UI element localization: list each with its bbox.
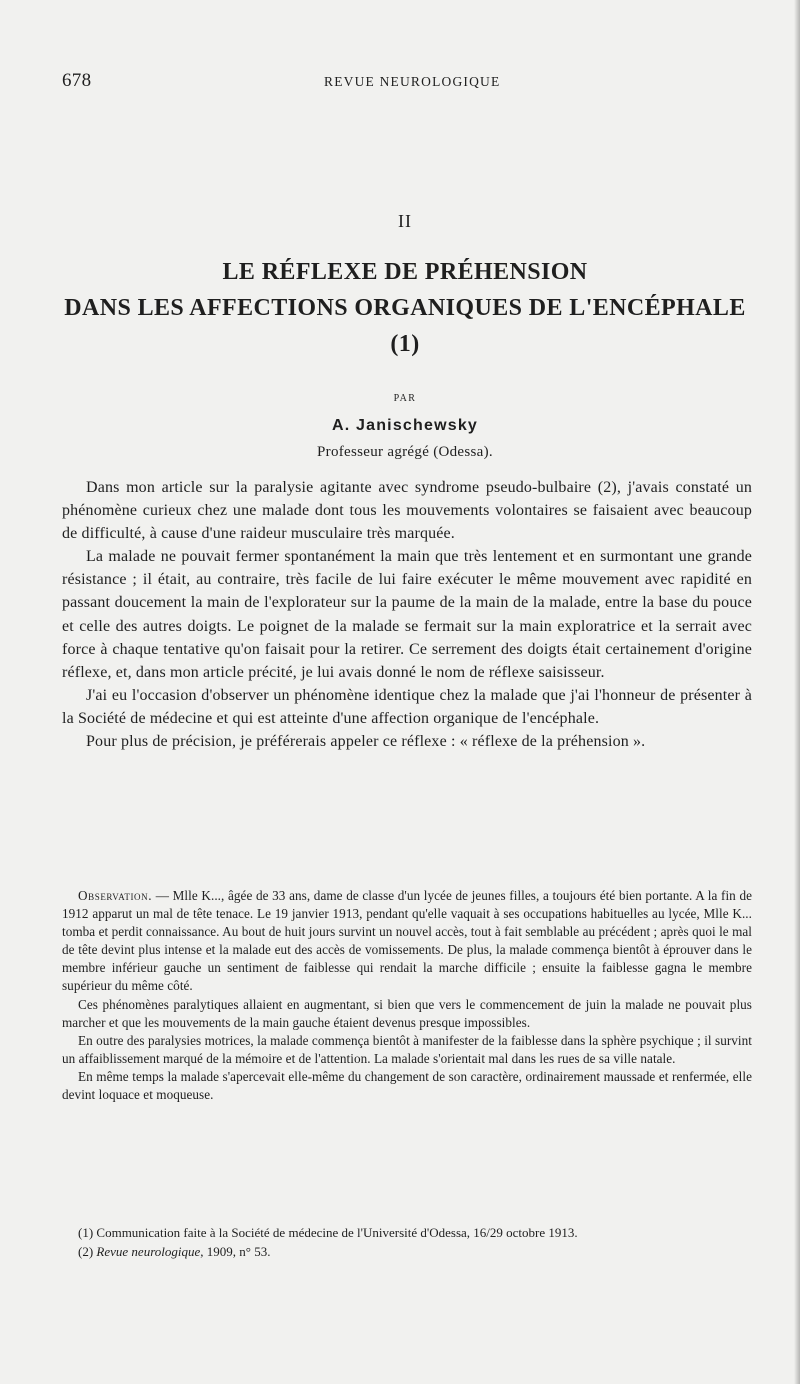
body-paragraph-1: Dans mon article sur la paralysie agitante avec syndrome pseudo-bulbaire (2), j'avais constaté un phénomène curieux chez une malade dont tous les mouvements volontaires se faisaient avec beaucoup de difficulté, à cause d'une raideur musculaire très marquée. [62, 479, 752, 543]
observation-paragraph-3: En outre des paralysies motrices, la malade commença bientôt à manifester de la faiblesse dans la sphère psychique ; il survint un affaiblissement marqué de la mémoire et de l'attention. La malade s'orientait mal dans les rues de sa ville natale. [62, 1032, 752, 1066]
footnote-2-suffix: , 1909, n° 53. [200, 1243, 271, 1259]
footnote-1: (1) Communication faite à la Société de médecine de l'Université d'Odessa, 16/29 octobre 1913. [78, 1225, 578, 1240]
footnote-2 [62, 1243, 752, 1262]
author-affiliation: Professeur agrégé (Odessa). [317, 444, 493, 460]
section-number: II [398, 211, 412, 231]
running-head [62, 72, 752, 96]
observation-paragraph-4: En même temps la malade s'apercevait elle-même du changement de son caractère, ordinairement maussade et renfermée, elle devint loquace et moqueuse. [62, 1068, 752, 1103]
article-title-line-2: DANS LES AFFECTIONS ORGANIQUES DE L'ENCÉPHALE (1) [64, 295, 746, 357]
page-number: 678 [62, 70, 92, 91]
observation-paragraph-1-text: — Mlle K..., âgée de 33 ans, dame de classe d'un lycée de jeunes filles, a toujours été bien portante. A la fin de 1912 apparut un mal de tête tenace. Le 19 janvier 1913, pendant qu'elle vaquait à ses occupations habituelles au lycée, Mlle K... tomba et perdit connaissance. Au bout de huit jours survint un nouvel accès, tout à fait semblable au précédent ; après quoi le mal de tête devint plus intense et la malade eut des accès de vomissements. De plus, la malade commença bientôt à éprouver dans le membre inférieur gauche un sentiment de faiblesse qui rendait la marche difficile ; ensuite la faiblesse gagna le membre supérieur du même côté. [62, 888, 752, 994]
body-paragraph-4: Pour plus de précision, je préférerais appeler ce réflexe : « réflexe de la préhension ». [86, 733, 646, 751]
body-paragraph-2: La malade ne pouvait fermer spontanément la main que très lentement et en surmontant une grande résistance ; il était, au contraire, très facile de lui faire exécuter le même mouvement avec rapidité en passant doucement la main de l'explorateur sur la paume de la main de la malade, entre la base du pouce et celle des autres doigts. Le poignet de la malade se fermait sur la main exploratrice et la serrait avec force à chaque tentative qu'on faisait pour la retirer. Ce serrement des doigts était certainement d'origine réflexe, et, dans mon article précité, je lui avais donné le nom de réflexe saisisseur. [62, 548, 752, 681]
observation-paragraph-2: Ces phénomènes paralytiques allaient en augmentant, si bien que vers le commencement de juin la malade ne pouvait plus marcher et que les mouvements de la main gauche étaient devenus presque impossibles. [62, 996, 752, 1030]
observation-label: Observation. [78, 888, 153, 903]
observation-paragraph-1 [62, 887, 752, 996]
byline-par: PAR [393, 393, 417, 404]
footnote-2-journal: Revue neurologique [96, 1243, 201, 1259]
author-name: A. Janischewsky [331, 417, 479, 434]
footnotes [62, 1224, 752, 1261]
article-title-line-1: LE RÉFLEXE DE PRÉHENSION [222, 259, 588, 285]
article-title-block [60, 206, 750, 464]
footnote-2-prefix: (2) [78, 1243, 97, 1259]
page-edge-shadow [794, 0, 800, 1384]
journal-title: REVUE NEUROLOGIQUE [324, 74, 501, 89]
observation-section [62, 887, 752, 1104]
article-body [62, 476, 752, 753]
body-paragraph-3: J'ai eu l'occasion d'observer un phénomène identique chez la malade que j'ai l'honneur de présenter à la Société de médecine et qui est atteinte d'une affection organique de l'encéphale. [62, 686, 752, 727]
